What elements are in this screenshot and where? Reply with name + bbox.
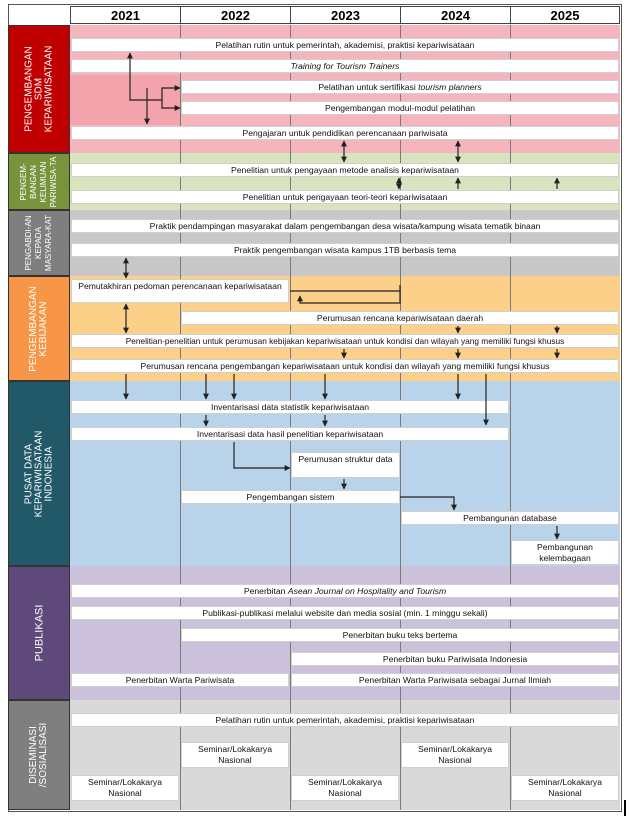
kebijakan-penelitian-fungsi-khusus: Penelitian-penelitian untuk perumusan kebijakan kepariwisataan untuk kondisi dan wilayah yang memiliki fungsi khusus (71, 334, 619, 348)
year-2025-header: 2025 (510, 6, 620, 24)
pengabdian-wisata-kampus: Praktik pengembangan wisata kampus 1TB berbasis tema (71, 243, 619, 257)
seminar-2021: Seminar/Lokakarya Nasional (71, 775, 179, 801)
pusat-data-database: Pembangunan database (401, 511, 619, 525)
arrow-pd-9 (234, 442, 290, 468)
arrow-kebijakan-1 (290, 285, 400, 291)
arrow-kebijakan-2 (300, 291, 400, 303)
publikasi-warta: Penerbitan Warta Pariwisata (71, 673, 289, 687)
category-keilmuan: PENGEM-BANGAN KELIMUAN PARIWISA-TA (8, 153, 70, 210)
seminar-2025: Seminar/Lokakarya Nasional (511, 775, 619, 801)
category-publikasi: PUBLIKASI (8, 566, 70, 700)
category-pusat-data: PUSAT DATA KEPARIWISATAAN INDONESIA (8, 381, 70, 566)
arrow-sdm-4 (162, 100, 180, 108)
year-2022-header: 2022 (180, 6, 291, 24)
seminar-2024: Seminar/Lokakarya Nasional (401, 742, 509, 768)
kebijakan-rencana-fungsi-khusus: Perumusan rencana pengembangan kepariwisataan untuk kondisi dan wilayah yang memiliki fungsi khusus (71, 359, 619, 373)
publikasi-buku-teks: Penerbitan buku teks bertema (181, 628, 619, 642)
category-sdm: PENGEMBANGAN SDM KEPARIWISATAAN (8, 25, 70, 153)
pengabdian-desa-wisata: Praktik pendampingan masyarakat dalam pengembangan desa wisata/kampung wisata tematik binaan (71, 219, 619, 233)
sdm-modul: Pengembangan modul-modul pelatihan (181, 101, 619, 115)
year-2023-header: 2023 (290, 6, 401, 24)
diseminasi-pelatihan: Pelatihan rutin untuk pemerintah, akademisi, praktisi kepariwisataan (71, 713, 619, 727)
year-2021-header: 2021 (70, 6, 181, 24)
sdm-pelatihan-rutin: Pelatihan rutin untuk pemerintah, akademisi, praktisi kepariwisataan (71, 38, 619, 52)
sdm-training-trainers: Training for Tourism Trainers (71, 59, 619, 73)
arrow-sdm-3 (162, 88, 180, 100)
kebijakan-pemutakhiran: Pemutakhiran pedoman perencanaan kepariwisataan (71, 279, 289, 303)
publikasi-website: Publikasi-publikasi melalui website dan media sosial (min. 1 minggu sekali) (71, 606, 619, 620)
publikasi-ajht: Penerbitan Asean Journal on Hospitality and Tourism (71, 584, 619, 598)
category-diseminasi: DISEMINASI /SOSIALISASI (8, 700, 70, 810)
publikasi-buku-pariwisata: Penerbitan buku Pariwisata Indonesia (291, 652, 619, 666)
year-2024-header: 2024 (400, 6, 511, 24)
publikasi-warta-jurnal: Penerbitan Warta Pariwisata sebagai Jurnal Ilmiah (291, 673, 619, 687)
category-kebijakan: PENGEMBANGAN KEBIJAKAN (8, 276, 70, 381)
pusat-data-sistem: Pengembangan sistem (181, 490, 400, 504)
sdm-pengajaran: Pengajaran untuk pendidikan perencanaan pariwisata (71, 126, 619, 140)
keilmuan-metode: Penelitian untuk pengayaan metode analisis kepariwisataan (71, 163, 619, 177)
pusat-data-statistik: Inventarisasi data statistik kepariwisataan (71, 400, 509, 414)
pusat-data-struktur: Perumusan struktur data (291, 452, 400, 478)
pusat-data-hasil-penelitian: Inventarisasi data hasil penelitian kepariwisataan (71, 427, 509, 441)
keilmuan-teori: Penelitian untuk pengayaan teori-teori kepariwisataan (71, 190, 619, 204)
arrow-pd-11 (400, 497, 454, 510)
seminar-2023: Seminar/Lokakarya Nasional (291, 775, 399, 801)
pusat-data-kelembagaan: Pembangunan kelembagaan (511, 540, 619, 565)
seminar-2022: Seminar/Lokakarya Nasional (181, 742, 289, 768)
kebijakan-rencana-daerah: Perumusan rencana kepariwisataan daerah (181, 311, 619, 325)
category-pengabdian: PENGABDI-AN KEPADA MASYARA-KAT (8, 210, 70, 276)
sdm-sertifikasi: Pelatihan untuk sertifikasi tourism planners (181, 80, 619, 94)
text-cursor (624, 800, 626, 816)
arrow-sdm-2 (130, 72, 162, 100)
